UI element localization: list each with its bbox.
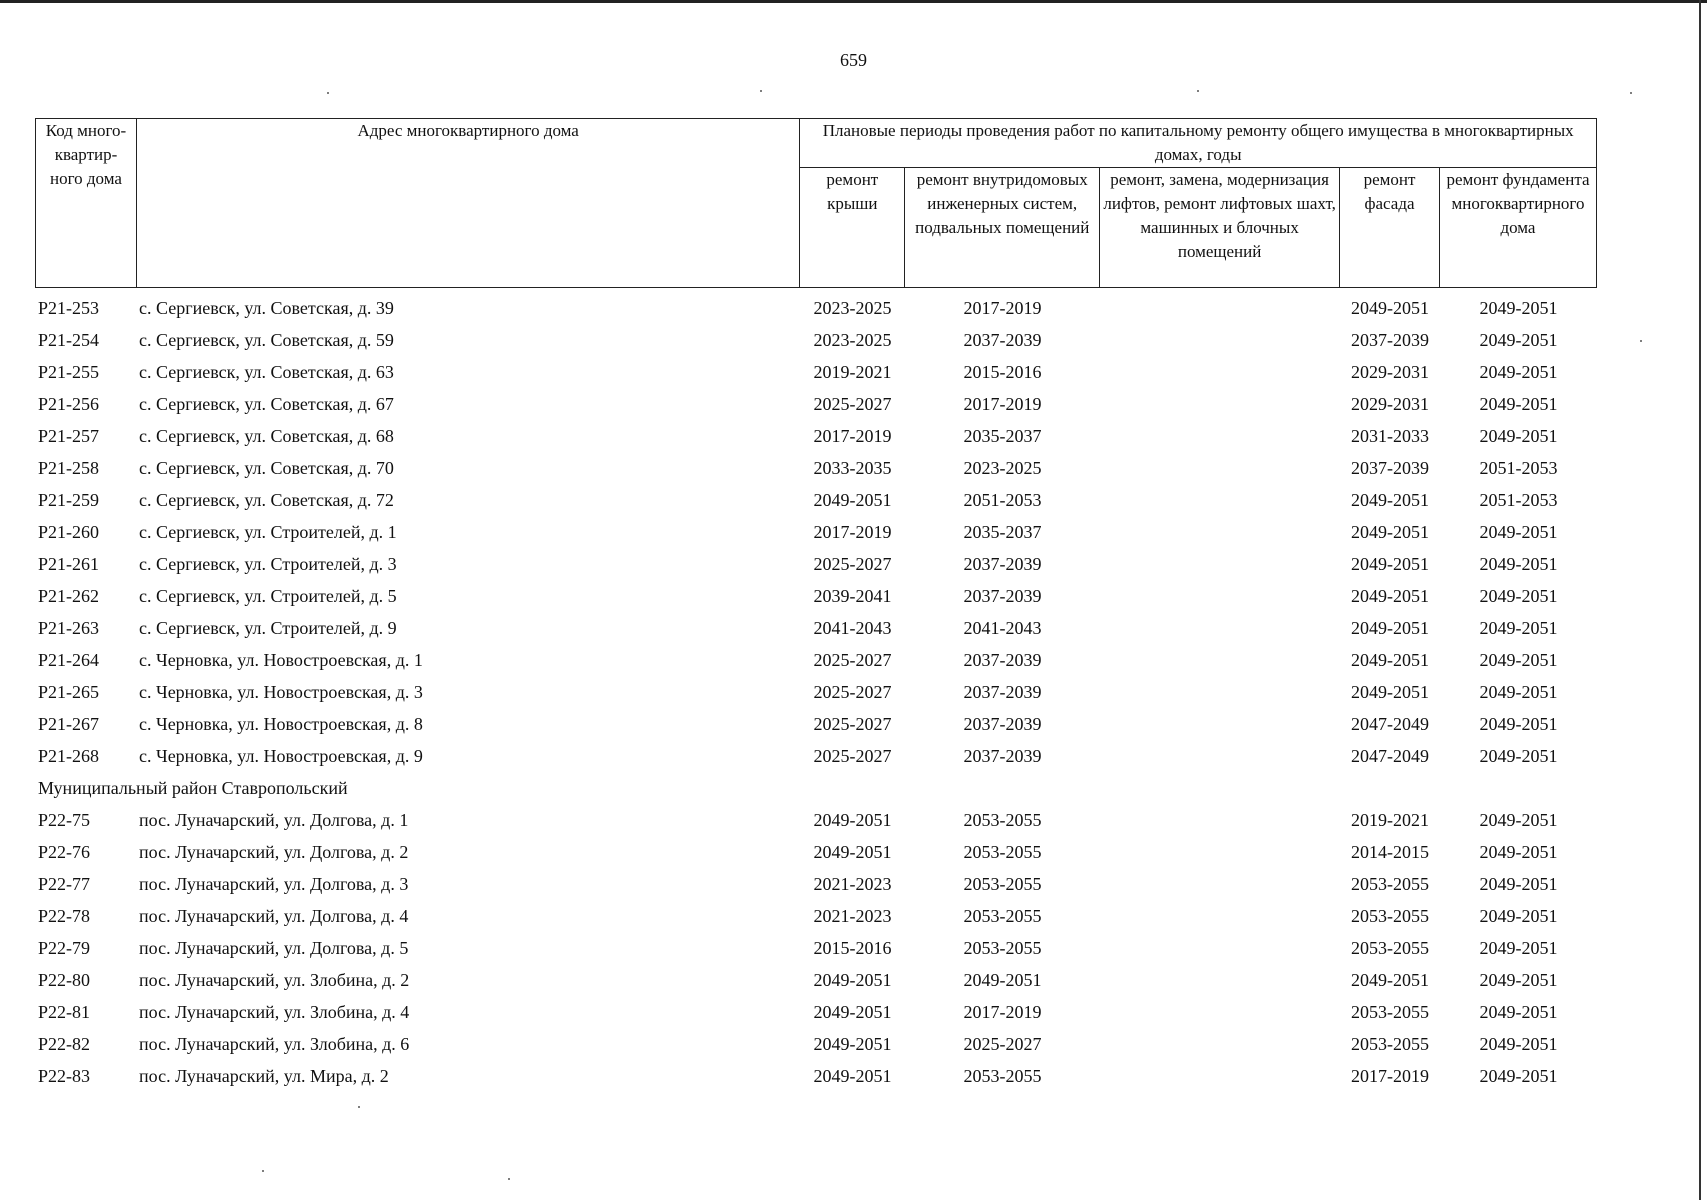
cell-code: P22-77 [38, 874, 91, 894]
table-row [35, 452, 1597, 484]
cell-systems: 2053-2055 [963, 874, 1042, 894]
cell-code: P21-258 [38, 458, 100, 478]
cell-facade: 2037-2039 [1351, 458, 1429, 478]
cell-address: пос. Луначарский, ул. Злобина, д. 4 [139, 1002, 410, 1022]
header-foundation: ремонт фундамента многоквартирного дома [1439, 168, 1596, 288]
page-number: 659 [840, 50, 867, 70]
cell-roof: 2025-2027 [813, 394, 892, 414]
cell-roof: 2017-2019 [813, 522, 892, 542]
cell-facade: 2014-2015 [1351, 842, 1429, 862]
cell-foundation: 2049-2051 [1479, 682, 1558, 702]
scan-speck [262, 1170, 264, 1172]
cell-facade: 2049-2051 [1351, 618, 1429, 638]
cell-foundation: 2049-2051 [1479, 330, 1558, 350]
cell-systems: 2053-2055 [963, 938, 1042, 958]
cell-foundation: 2049-2051 [1479, 618, 1558, 638]
cell-address: с. Сергиевск, ул. Советская, д. 68 [139, 426, 394, 446]
scan-speck [358, 1106, 360, 1108]
cell-roof: 2025-2027 [813, 554, 892, 574]
cell-systems: 2035-2037 [963, 426, 1042, 446]
cell-roof: 2015-2016 [813, 938, 892, 958]
table-row [35, 932, 1597, 964]
scan-top-edge [0, 0, 1707, 3]
cell-foundation: 2051-2053 [1479, 458, 1558, 478]
table-row [35, 1028, 1597, 1060]
cell-systems: 2037-2039 [963, 714, 1042, 734]
cell-facade: 2047-2049 [1351, 746, 1429, 766]
cell-address: с. Сергиевск, ул. Строителей, д. 1 [139, 522, 397, 542]
cell-code: P22-76 [38, 842, 91, 862]
cell-facade: 2053-2055 [1351, 906, 1429, 926]
cell-address: с. Сергиевск, ул. Советская, д. 63 [139, 362, 394, 382]
table-row [35, 356, 1597, 388]
cell-roof: 2023-2025 [813, 330, 892, 350]
cell-roof: 2025-2027 [813, 650, 892, 670]
cell-facade: 2029-2031 [1351, 362, 1429, 382]
table-row [35, 900, 1597, 932]
cell-systems: 2023-2025 [963, 458, 1042, 478]
table-row [35, 708, 1597, 740]
cell-foundation: 2049-2051 [1479, 394, 1558, 414]
cell-code: P21-255 [38, 362, 100, 382]
table-header [35, 118, 1597, 288]
cell-code: P21-265 [38, 682, 100, 702]
cell-facade: 2049-2051 [1351, 586, 1429, 606]
cell-foundation: 2049-2051 [1479, 970, 1558, 990]
cell-systems: 2017-2019 [963, 394, 1042, 414]
cell-roof: 2049-2051 [813, 1066, 892, 1086]
cell-code: P22-82 [38, 1034, 91, 1054]
cell-facade: 2029-2031 [1351, 394, 1429, 414]
cell-address: с. Сергиевск, ул. Советская, д. 70 [139, 458, 394, 478]
cell-address: с. Сергиевск, ул. Строителей, д. 9 [139, 618, 397, 638]
cell-facade: 2019-2021 [1351, 810, 1429, 830]
table-row [35, 420, 1597, 452]
cell-address: с. Черновка, ул. Новостроевская, д. 8 [139, 714, 423, 734]
cell-foundation: 2049-2051 [1479, 1034, 1558, 1054]
table-row [35, 580, 1597, 612]
table-row [35, 804, 1597, 836]
cell-address: с. Сергиевск, ул. Советская, д. 59 [139, 330, 394, 350]
scan-speck [1640, 340, 1642, 342]
cell-code: P21-267 [38, 714, 100, 734]
cell-roof: 2049-2051 [813, 490, 892, 510]
cell-foundation: 2049-2051 [1479, 1066, 1558, 1086]
table-row [35, 292, 1597, 324]
cell-address: с. Сергиевск, ул. Советская, д. 39 [139, 298, 394, 318]
cell-roof: 2025-2027 [813, 682, 892, 702]
cell-code: P22-83 [38, 1066, 91, 1086]
cell-foundation: 2049-2051 [1479, 362, 1558, 382]
cell-facade: 2053-2055 [1351, 938, 1429, 958]
cell-address: с. Сергиевск, ул. Советская, д. 72 [139, 490, 394, 510]
cell-address: пос. Луначарский, ул. Долгова, д. 1 [139, 810, 409, 830]
cell-facade: 2049-2051 [1351, 970, 1429, 990]
cell-facade: 2049-2051 [1351, 490, 1429, 510]
cell-facade: 2037-2039 [1351, 330, 1429, 350]
scan-speck [508, 1178, 510, 1180]
cell-foundation: 2049-2051 [1479, 586, 1558, 606]
cell-roof: 2023-2025 [813, 298, 892, 318]
section-title: Муниципальный район Ставропольский [38, 778, 348, 798]
cell-address: пос. Луначарский, ул. Долгова, д. 4 [139, 906, 409, 926]
table-row [35, 548, 1597, 580]
cell-code: P22-80 [38, 970, 91, 990]
cell-roof: 2039-2041 [813, 586, 892, 606]
cell-roof: 2049-2051 [813, 970, 892, 990]
cell-roof: 2017-2019 [813, 426, 892, 446]
cell-systems: 2035-2037 [963, 522, 1042, 542]
cell-roof: 2019-2021 [813, 362, 892, 382]
cell-systems: 2049-2051 [963, 970, 1042, 990]
cell-facade: 2053-2055 [1351, 874, 1429, 894]
cell-roof: 2049-2051 [813, 842, 892, 862]
scan-speck [1630, 92, 1632, 94]
cell-code: P21-261 [38, 554, 100, 574]
cell-code: P21-262 [38, 586, 100, 606]
cell-roof: 2049-2051 [813, 1002, 892, 1022]
table-row [35, 868, 1597, 900]
cell-code: P21-257 [38, 426, 100, 446]
cell-facade: 2049-2051 [1351, 298, 1429, 318]
cell-foundation: 2049-2051 [1479, 810, 1558, 830]
cell-address: с. Черновка, ул. Новостроевская, д. 9 [139, 746, 423, 766]
cell-systems: 2015-2016 [963, 362, 1042, 382]
cell-address: с. Сергиевск, ул. Строителей, д. 3 [139, 554, 397, 574]
cell-roof: 2021-2023 [813, 874, 892, 894]
cell-address: с. Сергиевск, ул. Строителей, д. 5 [139, 586, 397, 606]
cell-roof: 2025-2027 [813, 746, 892, 766]
table-row [35, 612, 1597, 644]
cell-facade: 2049-2051 [1351, 650, 1429, 670]
cell-foundation: 2049-2051 [1479, 650, 1558, 670]
cell-systems: 2037-2039 [963, 330, 1042, 350]
table-row [35, 836, 1597, 868]
table-row [35, 484, 1597, 516]
cell-address: пос. Луначарский, ул. Злобина, д. 6 [139, 1034, 410, 1054]
cell-foundation: 2049-2051 [1479, 522, 1558, 542]
cell-address: пос. Луначарский, ул. Мира, д. 2 [139, 1066, 389, 1086]
table-row [35, 740, 1597, 772]
row-group-b [35, 804, 1597, 1092]
table-row [35, 644, 1597, 676]
header-lifts: ремонт, замена, модернизация лифтов, ремонт лифтовых шахт, машинных и блочных помещений [1100, 168, 1340, 288]
cell-roof: 2049-2051 [813, 810, 892, 830]
cell-facade: 2031-2033 [1351, 426, 1429, 446]
cell-systems: 2037-2039 [963, 682, 1042, 702]
cell-foundation: 2049-2051 [1479, 554, 1558, 574]
cell-code: P22-79 [38, 938, 91, 958]
scan-speck [327, 92, 329, 94]
cell-code: P21-253 [38, 298, 100, 318]
cell-foundation: 2049-2051 [1479, 906, 1558, 926]
table-row [35, 676, 1597, 708]
table-row [35, 324, 1597, 356]
cell-facade: 2053-2055 [1351, 1002, 1429, 1022]
cell-address: пос. Луначарский, ул. Долгова, д. 3 [139, 874, 409, 894]
cell-roof: 2041-2043 [813, 618, 892, 638]
cell-systems: 2041-2043 [963, 618, 1042, 638]
cell-address: пос. Луначарский, ул. Долгова, д. 2 [139, 842, 409, 862]
cell-code: P21-260 [38, 522, 100, 542]
cell-systems: 2053-2055 [963, 906, 1042, 926]
header-code: Код много-квартир-ного дома [36, 119, 137, 288]
cell-systems: 2037-2039 [963, 746, 1042, 766]
cell-foundation: 2049-2051 [1479, 426, 1558, 446]
cell-facade: 2049-2051 [1351, 554, 1429, 574]
cell-facade: 2049-2051 [1351, 522, 1429, 542]
cell-address: с. Сергиевск, ул. Советская, д. 67 [139, 394, 394, 414]
header-systems: ремонт внутридомовых инженерных систем, подвальных помещений [905, 168, 1100, 288]
row-group-a [35, 292, 1597, 772]
scan-speck [760, 90, 762, 92]
cell-foundation: 2049-2051 [1479, 298, 1558, 318]
cell-code: P21-256 [38, 394, 100, 414]
cell-address: пос. Луначарский, ул. Злобина, д. 2 [139, 970, 410, 990]
cell-facade: 2047-2049 [1351, 714, 1429, 734]
header-facade: ремонт фасада [1340, 168, 1440, 288]
cell-address: пос. Луначарский, ул. Долгова, д. 5 [139, 938, 409, 958]
header-address: Адрес многоквартирного дома [136, 119, 799, 288]
cell-code: P21-263 [38, 618, 100, 638]
cell-code: P22-75 [38, 810, 91, 830]
cell-roof: 2025-2027 [813, 714, 892, 734]
table-row [35, 964, 1597, 996]
cell-systems: 2051-2053 [963, 490, 1042, 510]
cell-roof: 2021-2023 [813, 906, 892, 926]
cell-facade: 2053-2055 [1351, 1034, 1429, 1054]
header-roof: ремонт крыши [800, 168, 905, 288]
cell-address: с. Черновка, ул. Новостроевская, д. 3 [139, 682, 423, 702]
cell-systems: 2037-2039 [963, 650, 1042, 670]
table-row [35, 516, 1597, 548]
cell-systems: 2037-2039 [963, 554, 1042, 574]
cell-code: P21-264 [38, 650, 100, 670]
cell-foundation: 2049-2051 [1479, 1002, 1558, 1022]
cell-foundation: 2049-2051 [1479, 874, 1558, 894]
cell-code: P22-78 [38, 906, 91, 926]
scan-right-edge [1699, 0, 1701, 1200]
cell-roof: 2033-2035 [813, 458, 892, 478]
cell-foundation: 2049-2051 [1479, 746, 1558, 766]
table-row [35, 996, 1597, 1028]
cell-code: P21-268 [38, 746, 100, 766]
header-periods: Плановые периоды проведения работ по капитальному ремонту общего имущества в многоквартирных домах, годы [800, 119, 1597, 168]
cell-systems: 2053-2055 [963, 1066, 1042, 1086]
cell-systems: 2017-2019 [963, 1002, 1042, 1022]
cell-systems: 2017-2019 [963, 298, 1042, 318]
cell-systems: 2037-2039 [963, 586, 1042, 606]
table-body [35, 292, 1597, 1092]
cell-systems: 2053-2055 [963, 842, 1042, 862]
cell-roof: 2049-2051 [813, 1034, 892, 1054]
table-row [35, 388, 1597, 420]
cell-facade: 2017-2019 [1351, 1066, 1429, 1086]
cell-foundation: 2049-2051 [1479, 714, 1558, 734]
scan-speck [1197, 90, 1199, 92]
cell-code: P21-259 [38, 490, 100, 510]
cell-code: P22-81 [38, 1002, 91, 1022]
cell-foundation: 2049-2051 [1479, 938, 1558, 958]
table-row [35, 1060, 1597, 1092]
cell-code: P21-254 [38, 330, 100, 350]
cell-facade: 2049-2051 [1351, 682, 1429, 702]
cell-foundation: 2051-2053 [1479, 490, 1558, 510]
cell-systems: 2025-2027 [963, 1034, 1042, 1054]
cell-foundation: 2049-2051 [1479, 842, 1558, 862]
cell-systems: 2053-2055 [963, 810, 1042, 830]
cell-address: с. Черновка, ул. Новостроевская, д. 1 [139, 650, 423, 670]
